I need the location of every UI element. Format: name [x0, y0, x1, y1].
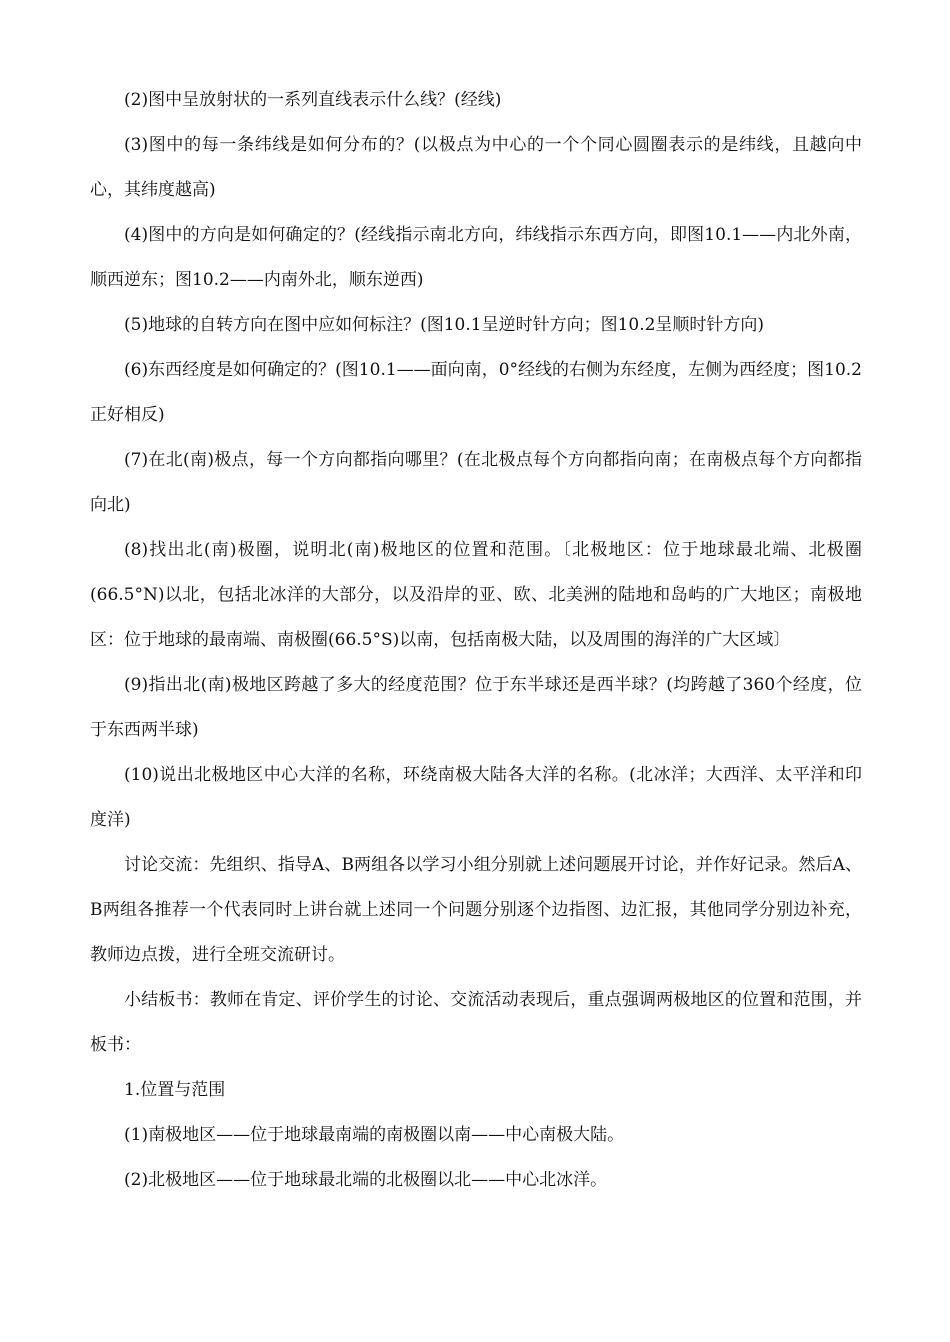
paragraph-q4: (4)图中的方向是如何确定的？(经线指示南北方向，纬线指示东西方向，即图10.1——内北外南，顺西逆东；图10.2——内南外北，顺东逆西) — [90, 225, 862, 290]
paragraph-discussion: 讨论交流：先组织、指导A、B两组各以学习小组分别就上述问题展开讨论，并作好记录。然后A、B两组各推荐一个代表同时上讲台就上述同一个问题分别逐个边指图、边汇报，其他同学分别边补充，教师边点拨，进行全班交流研讨。 — [90, 855, 862, 965]
document-body — [90, 78, 862, 1203]
paragraph-q9: (9)指出北(南)极地区跨越了多大的经度范围？位于东半球还是西半球？(均跨越了360个经度，位于东西两半球) — [90, 675, 862, 740]
paragraph-q3: (3)图中的每一条纬线是如何分布的？(以极点为中心的一个个同心圆圈表示的是纬线，且越向中心，其纬度越高) — [90, 135, 862, 200]
paragraph-q10: (10)说出北极地区中心大洋的名称，环绕南极大陆各大洋的名称。(北冰洋；大西洋、太平洋和印度洋) — [90, 765, 862, 830]
paragraph-q8: (8)找出北(南)极圈，说明北(南)极地区的位置和范围。〔北极地区：位于地球最北端、北极圈(66.5°N)以北，包括北冰洋的大部分，以及沿岸的亚、欧、北美洲的陆地和岛屿的广大地区；南极地区：位于地球的最南端、南极圈(66.5°S)以南，包括南极大陆，以及周围的海洋的广大区域〕 — [90, 540, 862, 650]
list-item-antarctic: (1)南极地区——位于地球最南端的南极圈以南——中心南极大陆。 — [124, 1125, 625, 1145]
section-heading: 1.位置与范围 — [124, 1080, 226, 1100]
paragraph-q6: (6)东西经度是如何确定的？(图10.1——面向南，0°经线的右侧为东经度，左侧为西经度；图10.2正好相反) — [90, 360, 862, 425]
paragraph-q7: (7)在北(南)极点，每一个方向都指向哪里？(在北极点每个方向都指向南；在南极点每个方向都指向北) — [90, 450, 862, 515]
list-item-arctic: (2)北极地区——位于地球最北端的北极圈以北——中心北冰洋。 — [124, 1170, 608, 1190]
paragraph-summary: 小结板书：教师在肯定、评价学生的讨论、交流活动表现后，重点强调两极地区的位置和范围，并板书： — [90, 990, 862, 1055]
paragraph-q5: (5)地球的自转方向在图中应如何标注？(图10.1呈逆时针方向；图10.2呈顺时针方向) — [124, 315, 765, 335]
paragraph-q2: (2)图中呈放射状的一系列直线表示什么线？(经线) — [124, 90, 502, 110]
